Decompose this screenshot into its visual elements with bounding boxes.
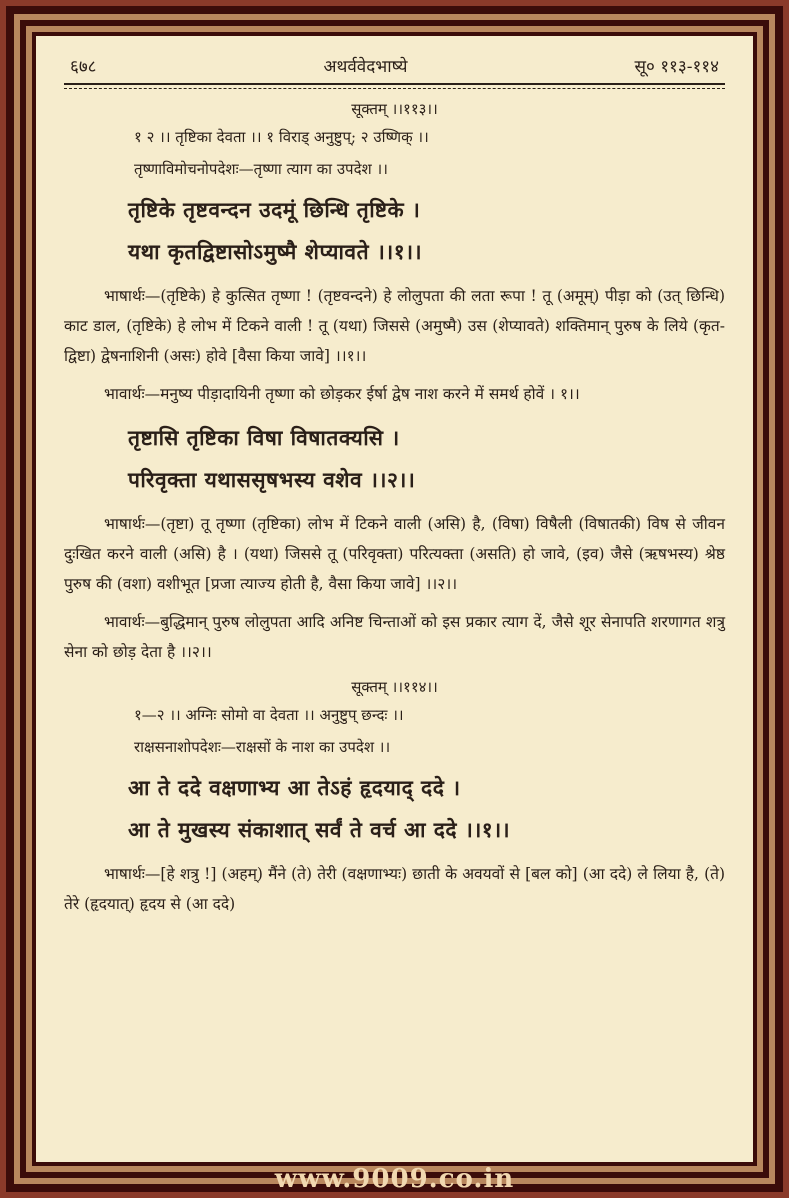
page-number: ६७८ bbox=[70, 57, 97, 77]
bhavartha-1: भावार्थः—मनुष्य पीड़ादायिनी तृष्णा को छोड़कर ईर्षा द्वेष नाश करने में समर्थ होवें । १।। bbox=[104, 385, 580, 403]
bhavartha-2: भावार्थः—बुद्धिमान् पुरुष लोलुपता आदि अनिष्ट चिन्ताओं को इस प्रकार त्याग दें, जैसे शूर सेनापति शरणागत शत्रु सेना को छोड़ देता है ।।२।। bbox=[64, 613, 725, 661]
sukta-114-topic: राक्षसनाशोपदेशः—राक्षसों के नाश का उपदेश ।। bbox=[134, 738, 391, 756]
sukta-113-meta: १ २ ।। तृष्टिका देवता ।। १ विराड् अनुष्टुप्; २ उष्णिक् ।। bbox=[134, 128, 429, 146]
page-header bbox=[64, 54, 725, 77]
verse-1-line-2: यथा कृतद्विष्टासोऽमुष्मै शेप्यावते ।।१।। bbox=[128, 239, 423, 264]
sukta-range: सू० ११३-११४ bbox=[634, 57, 719, 77]
bhashartha-1: भाषार्थः—(तृष्टिके) हे कुत्सित तृष्णा ! (तृष्टवन्दने) हे लोलुपता की लता रूपा ! तू (अमूम्) पीड़ा को (उत् छिन्धि) काट डाल, (तृष्टिके) हे लोभ में टिकने वाली ! तू (यथा) जिससे (अमुष्मै) उस (शेप्यावते) शक्तिमान् पुरुष के लिये (कृत-द्विष्टा) द्वेषनाशिनी (असः) होवे [वैसा किया जावे] ।।१।। bbox=[64, 287, 725, 365]
book-title: अथर्ववेदभाष्ये bbox=[323, 57, 408, 77]
sukta-114-meta: १—२ ।। अग्निः सोमो वा देवता ।। अनुष्टुप् छन्दः ।। bbox=[134, 706, 404, 724]
sukta-113-heading: सूक्तम् ।।११३।। bbox=[351, 100, 438, 118]
sukta-113-topic: तृष्णाविमोचनोपदेशः—तृष्णा त्याग का उपदेश ।। bbox=[134, 160, 388, 178]
verse-2-line-2: परिवृक्ता यथाससृषभस्य वशेव ।।२।। bbox=[128, 467, 416, 492]
sukta-114-bhashartha: भाषार्थः—[हे शत्रु !] (अहम्) मैंने (ते) तेरी (वक्षणाभ्यः) छाती के अवयवों से [बल को] (आ ददे) ले लिया है, (ते) तेरे (हृदयात्) हृदय से (आ ददे) bbox=[64, 865, 725, 913]
site-watermark: www.9009.co.in bbox=[274, 1164, 515, 1194]
verse-2-line-1: तृष्टासि तृष्टिका विषा विषातक्यसि । bbox=[128, 425, 400, 450]
verse-1-line-1: तृष्टिके तृष्टवन्दन उदमूं छिन्धि तृष्टिके । bbox=[128, 197, 421, 222]
sukta-114-heading: सूक्तम् ।।११४।। bbox=[351, 678, 438, 696]
sukta-114-verse-line-1: आ ते ददे वक्षणाभ्य आ तेऽहं हृदयाद् ददे । bbox=[128, 775, 461, 800]
page bbox=[36, 36, 753, 1162]
bhashartha-2: भाषार्थः—(तृष्टा) तू तृष्णा (तृष्टिका) लोभ में टिकने वाली (असि) है, (विषा) विषैली (विषातकी) विष से जीवन दुःखित करने वाली (असि) है । (यथा) जिससे तू (परिवृक्ता) परित्यक्ता (असति) हो जावे, (इव) जैसे (ऋषभस्य) श्रेष्ठ पुरुष की (वशा) वशीभूत [प्रजा त्याज्य होती है, वैसा किया जावे] ।।२।। bbox=[64, 515, 725, 593]
sukta-114-verse-line-2: आ ते मुखस्य संकाशात् सर्वं ते वर्च आ ददे ।।१।। bbox=[128, 817, 511, 842]
header-rule bbox=[64, 83, 725, 89]
